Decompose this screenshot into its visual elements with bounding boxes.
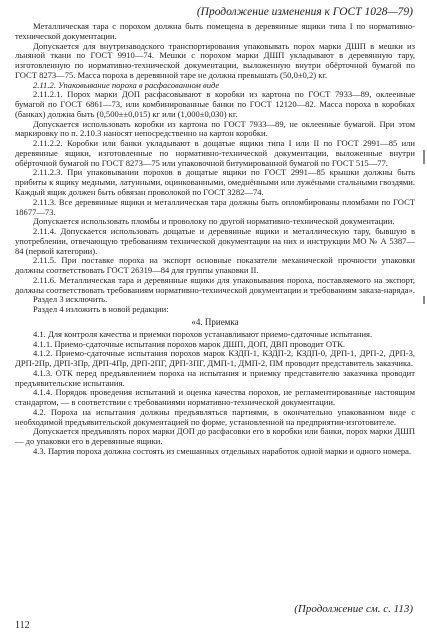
margin-mark xyxy=(423,296,425,304)
paragraph: 4.1.2. Приемо-сдаточные испытания порохов марок КЗДП-1, КЗДП-2, КЗДП-0, ДРП-1, ДРП-2, ДРП-3, ДРП-2Пр, ДРП-3Пр, ДРП-4Пр, ДРП-2ПГ, ДРП-3ПГ, ДМП-1, ДМП-2, ПМ проводит представитель заказчика. xyxy=(15,348,415,369)
paragraph: 2.11.2.1. Порох марки ДОП расфасовывают в коробки из картона по ГОСТ 7933—89, оклеенные бумагой по ГОСТ 6861—73, или комбинированные банки по ГОСТ 12120—82. Масса пороха в коробках (банках) должна быть (0,500±±0,015) кг или (1,000±0,030) кг. xyxy=(15,89,415,119)
page-header: (Продолжение изменения к ГОСТ 1028—79) xyxy=(196,6,413,18)
paragraph: Допускается использовать коробки из картона по ГОСТ 7933—89, не оклеенные бумагой. При этом маркировку по п. 2.10.3 наносят непосредственно на картон коробки. xyxy=(15,118,415,139)
paragraph: Металлическая тара с порохом должна быть помещена в деревянные ящики типа I по нормативно-технической документации. xyxy=(15,21,415,41)
page-number: 112 xyxy=(15,620,30,631)
continuation-note: (Продолжение см. с. 113) xyxy=(294,603,413,615)
paragraph: 4.1.3. ОТК перед предъявлением пороха на испытания и приемку представителю заказчика проводит предъявительские испытания. xyxy=(15,367,415,388)
paragraph: Допускается использовать пломбы и проволоку по другой нормативно-технической документации. xyxy=(33,216,395,227)
paragraph: 2.11.4. Допускается использовать дощатые и деревянные ящики и металлическую тару, бывшую в употреблении, отвечающую требованиям технической документации на них и инструкции МО № А 5387—84 (первой категории). xyxy=(15,226,415,256)
paragraph: Раздел 3 исключить. xyxy=(33,294,108,305)
paragraph: 2.11.3. Все деревянные ящики и металлическая тара должны быть опломбированы пломбами по ГОСТ 18677—73. xyxy=(15,196,415,217)
paragraph: Допускается предъявлять порох марки ДОП до расфасовки его в коробки или банки, порох марки ДШП — до упаковки его в деревянные ящики. xyxy=(15,426,415,447)
margin-mark xyxy=(423,150,425,164)
paragraph: 4.3. Партия пороха должна состоять из смешанных отдельных наработок одной марки и одного номера. xyxy=(33,445,412,456)
paragraph: 4.1.1. Приемо-сдаточные испытания порохов марок ДШП, ДОП, ДВП проводит ОТК. xyxy=(33,338,346,349)
paragraph: 2.11.2.3. При упаковывании порохов в дощатые ящики по ГОСТ 2991—85 крышки должны быть прибиты к ящику медными, латунными, оцинкованными, омеднёнными или лужёными стальными гвоздями. Каждый ящик должен быть обвязан проволокой по ГОСТ 3282—74. xyxy=(15,167,415,198)
paragraph: 4.1. Для контроля качества и приемки порохов устанавливают приемо-сдаточные испытания. xyxy=(33,328,373,339)
paragraph: 2.11.6. Металлическая тара и деревянные ящики для упаковывания пороха, поставляемого на экспорт, должны соответствовать требованиям нормативно-технической документации и требованиям заказа-наряда». xyxy=(15,274,416,295)
paragraph: Допускается для внутризаводского транспортирования упаковывать порох марки ДШП в мешки из льняной ткани по ГОСТ 9910—74. Мешки с порохом марки ДШП укладывают в деревянную тару, изготовленную по нормативно-технической документации, выложенную внутри обёрточной бумагой по ГОСТ 8273—75. Масса пороха в деревянной таре не должна превышать (50,0±0,2) кг. xyxy=(15,40,415,80)
document-body xyxy=(15,22,415,457)
paragraph: 4.2. Пороха на испытания должны предъявляться партиями, в окончательно упакованном виде с необходимой предъявительской документацией по форме, установленной на предприятии-изготовителе. xyxy=(15,406,415,427)
paragraph: Раздел 4 изложить в новой редакции: xyxy=(33,304,169,315)
paragraph: 4.1.4. Порядок проведения испытаний и оценка качества порохов, не регламентированные настоящим стандартом, — в соответствии с требованиями нормативно-технической документации. xyxy=(15,387,415,408)
paragraph: 2.11.5. При поставке пороха на экспорт основные показатели механической прочности упаковки должны соответствовать ГОСТ 26319—84 для группы упаковки II. xyxy=(15,255,415,276)
section-heading: «4. Приемка xyxy=(191,316,239,327)
paragraph: 2.11.2.2. Коробки или банки укладывают в дощатые ящики типа I или II по ГОСТ 2991—85 или деревянные ящики, изготовленные по нормативно-технической документации, выложенные внутри обёрточной бумагой по ГОСТ 8273—75 или упаковочной битумированной бумагой по ГОСТ 515—77. xyxy=(15,138,415,168)
paragraph: 2.11.2. Упаковывание пороха в расфасованном виде xyxy=(33,79,220,90)
